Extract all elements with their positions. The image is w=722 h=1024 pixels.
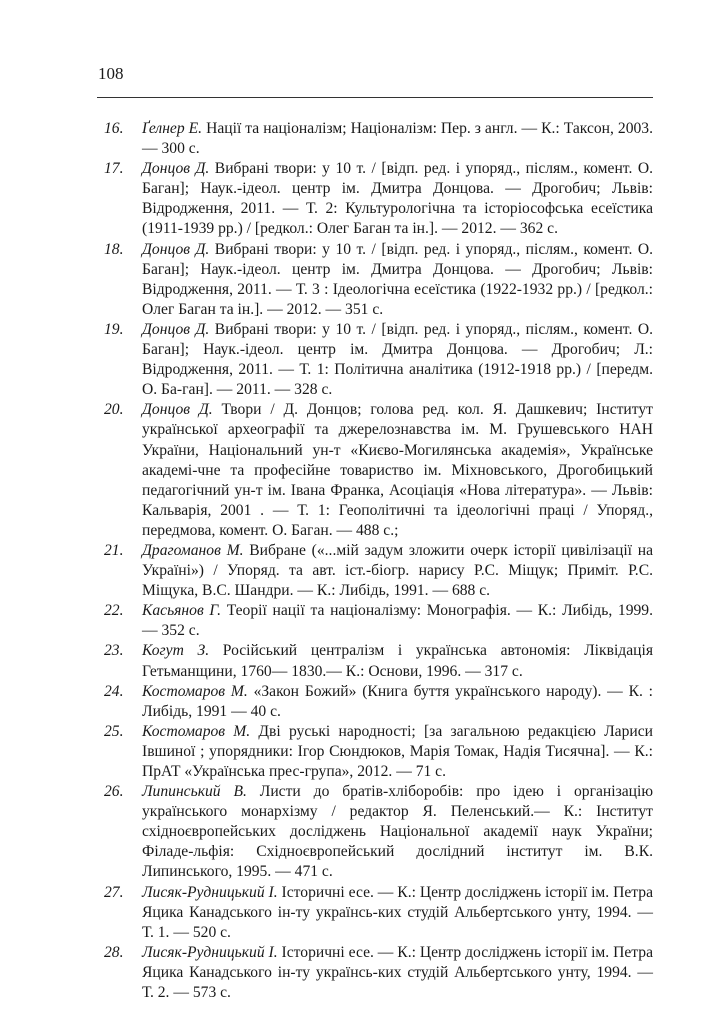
reference-author: Лисяк-Рудницький І. [142, 943, 278, 961]
reference-number: 23. [104, 642, 124, 660]
reference-item [104, 601, 653, 641]
reference-item [104, 722, 653, 782]
reference-item [104, 400, 653, 541]
reference-author: Донцов Д. [142, 320, 210, 338]
reference-author: Донцов Д. [142, 240, 210, 258]
reference-number: 17. [104, 160, 124, 178]
reference-number: 21. [104, 541, 124, 559]
reference-number: 24. [104, 682, 124, 700]
reference-body [142, 722, 653, 782]
reference-number: 25. [104, 722, 124, 740]
reference-body [142, 320, 653, 400]
reference-number: 22. [104, 602, 124, 620]
reference-item [104, 240, 653, 320]
reference-text: Вибрані твори: у 10 т. / [відп. ред. і упоряд., післям., комент. О. Баган]; Наук.-ідеол. центр ім. Дмитра Донцова. — Дрогобич; Львів: Відродження, 2011. — Т. 3 : Ідеологічна есеїстика (1922-1932 рр.) / [редкол.: Олег Баган та ін.]. — 2012. — 351 с. [142, 240, 653, 318]
reference-body [142, 240, 653, 320]
reference-author: Донцов Д. [142, 160, 210, 178]
reference-text: Історичні есе. — К.: Центр досліджень історії ім. Петра Яцика Канадського ін-ту українсь-ких студій Альбертського унту, 1994. — Т. 2. — 573 с. [142, 943, 653, 1002]
reference-item [104, 541, 653, 601]
reference-body [142, 400, 653, 541]
reference-author: Ґелнер Е. [142, 120, 203, 137]
reference-author: Драгоманов М. [142, 541, 244, 559]
reference-text: Вибрані твори: у 10 т. / [відп. ред. і упоряд., післям., комент. О. Баган]; Наук.-ідеол. центр ім. Дмитра Донцова. — Дрогобич; Л.: Відродження, 2011. — Т. 1: Політична аналітика (1912-1918 рр.) / [передм. О. Ба-ган]. — 2011. — 328 с. [142, 320, 653, 399]
reference-text: Теорії нації та націоналізму: Монографія. — К.: Либідь, 1999. — 352 с. [142, 602, 653, 640]
reference-number: 19. [104, 320, 124, 338]
reference-number: 28. [104, 943, 124, 961]
reference-text: Листи до братів-хліборобів: про ідею і організацію українського монархізму / редактор Я. Пеленський.— К.: Інститут східноєвропейських досліджень Національної академії наук України; Філаде-льфія: Східноєвропейський дослідний інститут ім. В.К. Липинського, 1995. — 471 с. [142, 783, 653, 881]
reference-text: Нації та націоналізм; Націоналізм: Пер. з англ. — К.: Таксон, 2003. — 300 с. [142, 120, 653, 158]
reference-item [104, 159, 653, 239]
reference-author: Донцов Д. [142, 401, 213, 419]
reference-number: 18. [104, 240, 124, 258]
reference-number: 20. [104, 401, 124, 419]
reference-item [104, 782, 653, 882]
reference-body [142, 883, 653, 943]
reference-text: Історичні есе. — К.: Центр досліджень історії ім. Петра Яцика Канадського ін-ту українсь-ких студій Альбертського унту, 1994. — Т. 1. — 520 с. [142, 883, 653, 941]
reference-author: Лисяк-Рудницький І. [142, 883, 278, 901]
reference-body [142, 682, 653, 722]
reference-author: Костомаров М. [142, 722, 251, 740]
reference-item [104, 641, 653, 681]
reference-author: Касьянов Г. [142, 602, 222, 620]
reference-item [104, 943, 653, 1003]
reference-text: Твори / Д. Донцов; голова ред. кол. Я. Дашкевич; Інститут української археографії та джерелознавства ім. М. Грушевського НАН України, Національний ун-т «Києво-Могилянська академія», Українське академі-чне та професійне товариство ім. Міхновського, Дрогобицький педагогічний ун-т ім. Івана Франка, Асоціація «Нова література». — Львів: Кальварія, 2001 . — Т. 1: Геополітичні та ідеологічні праці / Упоряд., передмова, комент. О. Баган. — 488 с.; [142, 401, 653, 539]
reference-body [142, 782, 653, 882]
reference-number: 27. [104, 883, 124, 901]
reference-body [142, 159, 653, 239]
reference-text: Вибране («...мій задум зложити очерк історії цивілізації на Україні») / Упоряд. та авт. іст.-біогр. нарису Р.С. Міщук; Приміт. Р.С. Міщука, В.С. Шандри. — К.: Либідь, 1991. — 688 с. [142, 541, 653, 600]
reference-item [104, 682, 653, 722]
reference-body [142, 541, 653, 601]
reference-text: Вибрані твори: у 10 т. / [відп. ред. і упоряд., післям., комент. О. Баган]; Наук.-ідеол. центр ім. Дмитра Донцова. — Дрогобич; Львів: Відродження, 2011. — Т. 2: Культурологічна та історіософська есеїстика (1911-1939 рр.) / [редкол.: Олег Баган та ін.]. — 2012. — 362 с. [142, 160, 653, 238]
reference-item [104, 119, 653, 159]
reference-body [142, 641, 653, 681]
reference-text: Російський централізм і українська автономія: Ліквідація Гетьманщини, 1760— 1830.— К.: Основи, 1996. — 317 с. [142, 642, 653, 680]
reference-text: Дві руські народності; [за загальною редакцією Лариси Івшиної ; упорядники: Ігор Сюндюков, Марія Томак, Надія Тисячна]. — К.: ПрАТ «Українська прес-група», 2012. — 71 с. [142, 722, 653, 780]
reference-author: Когут З. [142, 642, 210, 660]
reference-number: 26. [104, 783, 124, 801]
reference-author: Липинський В. [142, 783, 247, 801]
reference-author: Костомаров М. [142, 682, 248, 700]
reference-body [142, 119, 653, 159]
reference-text: «Закон Божий» (Книга буття українського народу). — К. : Либідь, 1991 — 40 с. [142, 682, 654, 720]
reference-body [142, 601, 653, 641]
header-rule [97, 97, 653, 98]
reference-item [104, 320, 653, 400]
reference-body [142, 943, 653, 1003]
reference-list [104, 119, 653, 1003]
page-number: 108 [98, 64, 124, 83]
reference-number: 16. [104, 120, 124, 137]
reference-item [104, 883, 653, 943]
